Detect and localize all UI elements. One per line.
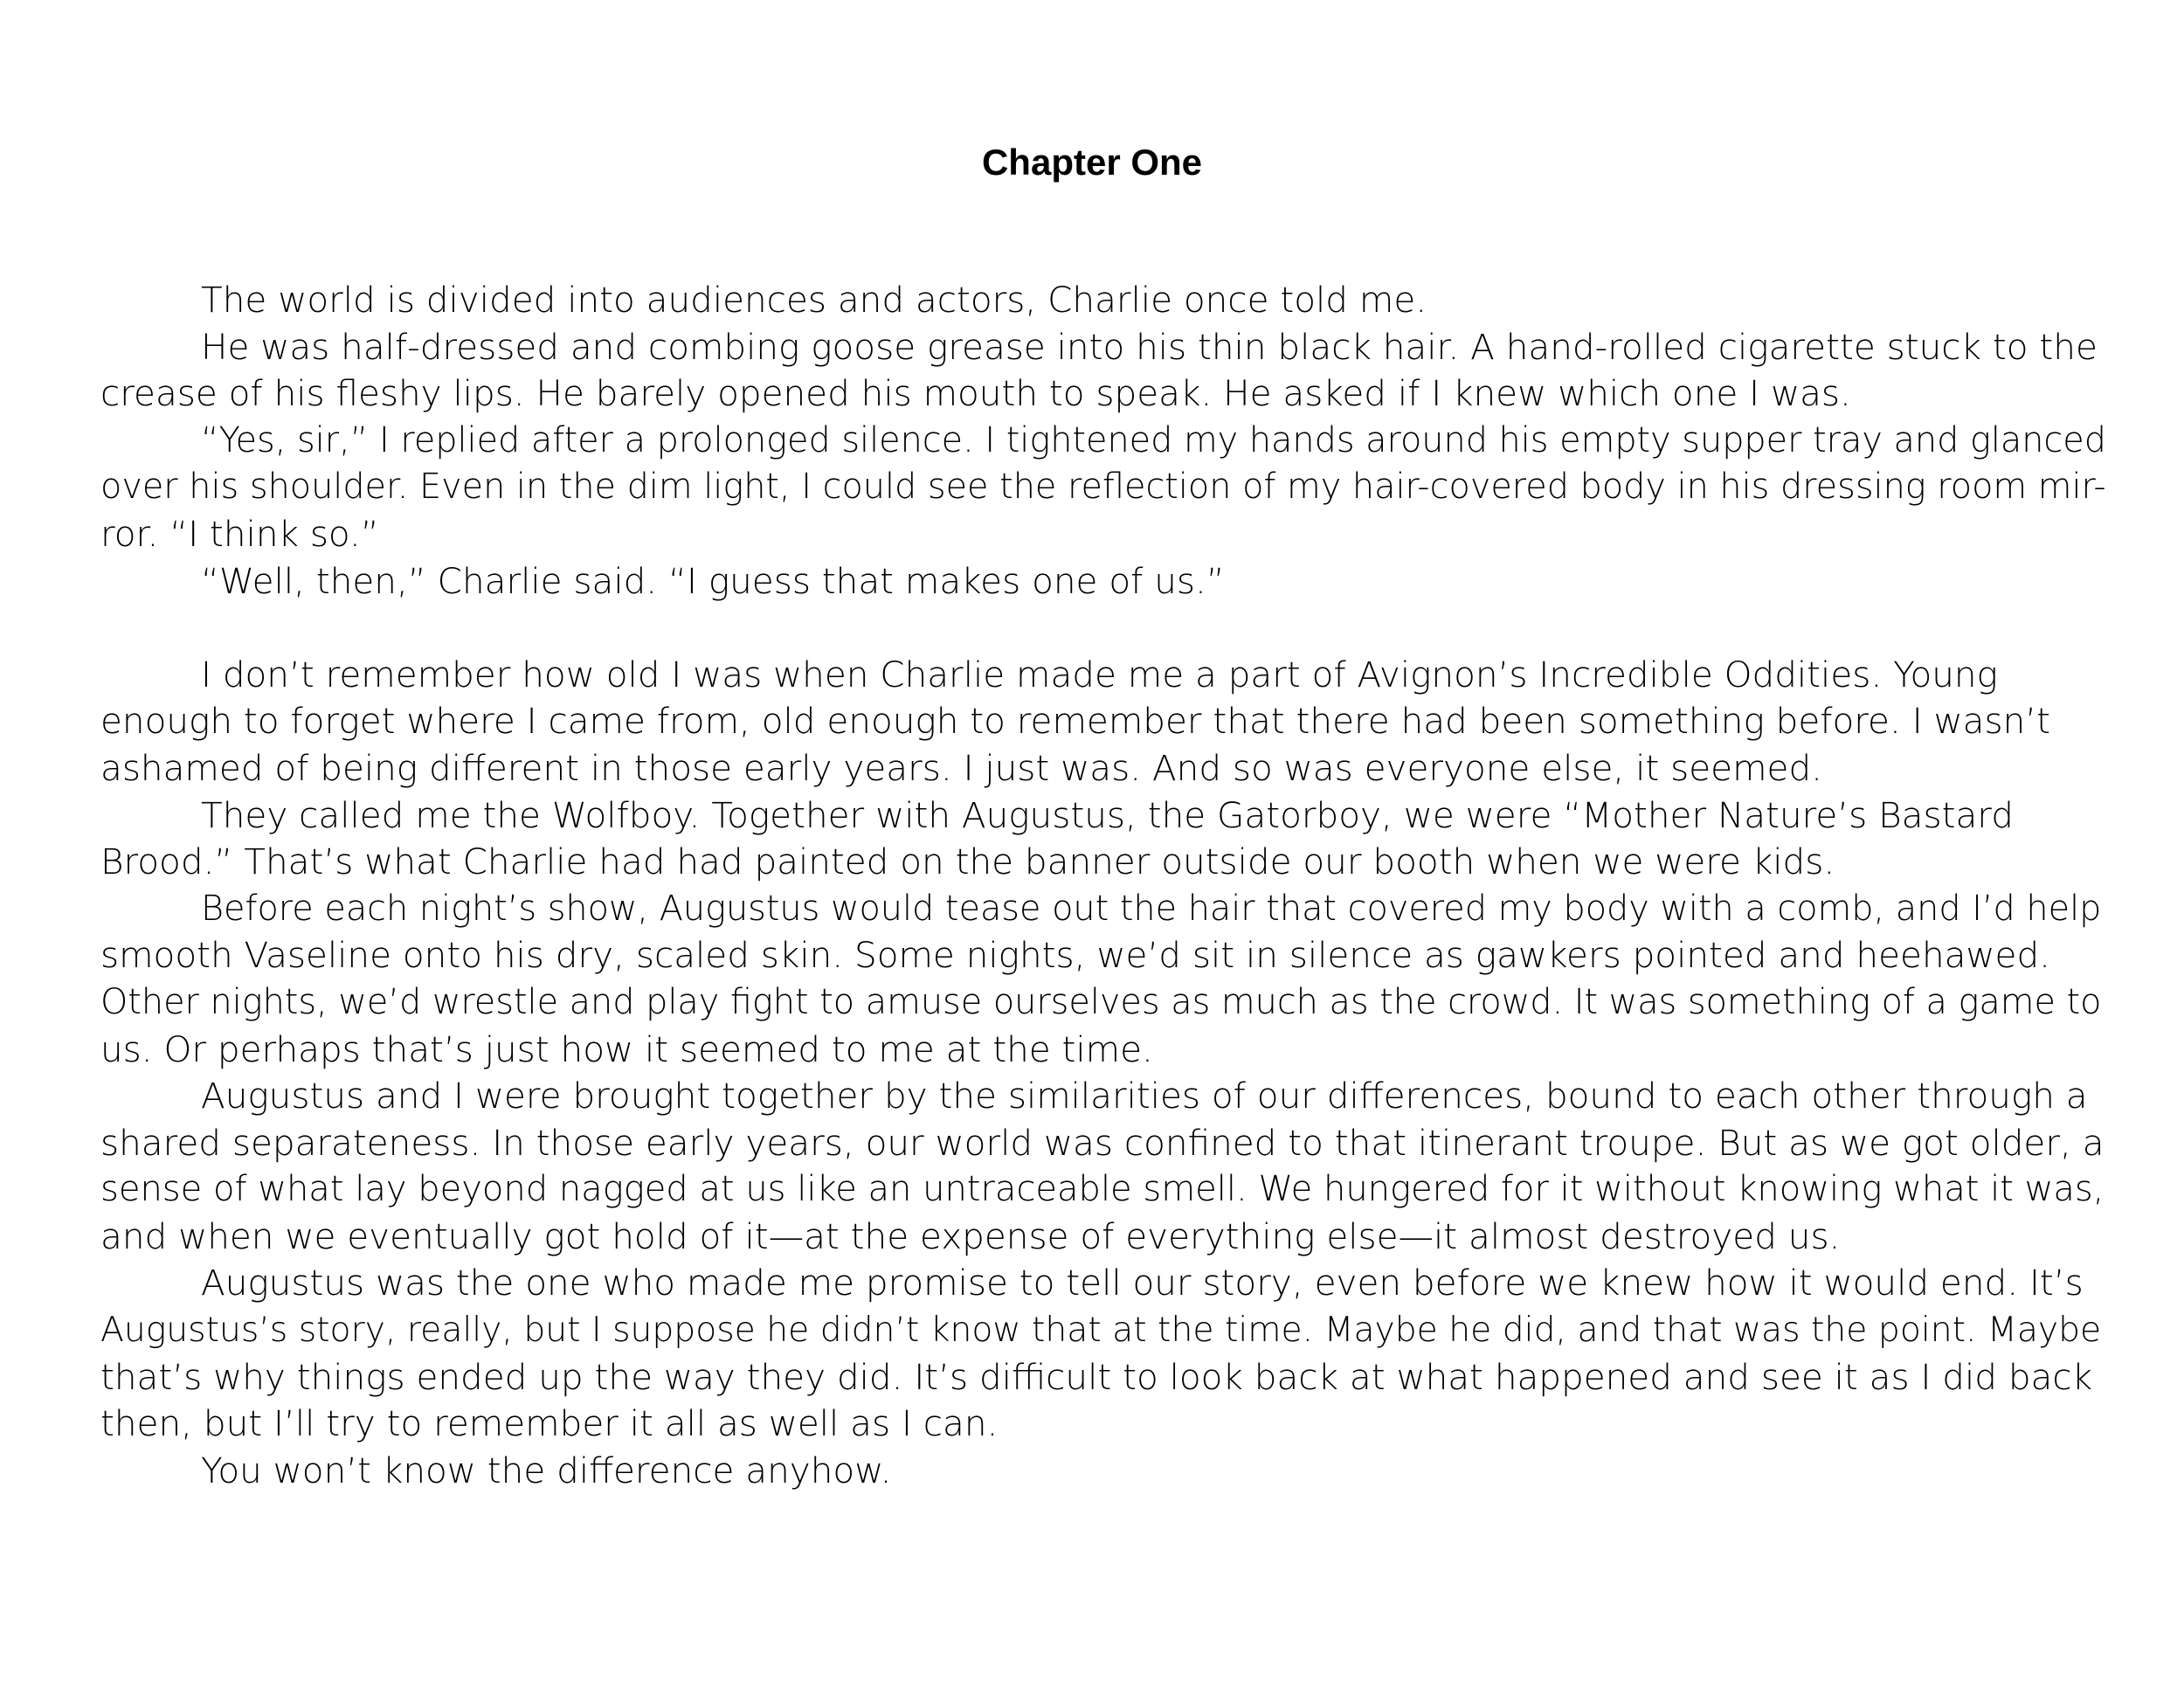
text-line: ror. “I think so.” — [100, 512, 379, 555]
text-line: “Well, then,” Charlie said. “I guess that makes one of us.” — [201, 559, 1225, 602]
text-line: You won’t know the difference anyhow. — [201, 1449, 892, 1491]
text-line: Augustus’s story, really, but I suppose he didn’t know that at the time. Maybe he did, and that was the point. Maybe — [100, 1311, 2102, 1351]
text-line: They called me the Wolfboy. Together with Augustus, the Gatorboy, we were “Mother Nature’s Bastard — [201, 793, 2014, 836]
text-line: Before each night’s show, Augustus would tease out the hair that covered my body with a comb, and I’d help — [201, 888, 2102, 929]
text-line: Brood.” That’s what Charlie had had painted on the banner outside our booth when we were kids. — [100, 841, 1835, 883]
chapter-title: Chapter One — [981, 142, 1203, 183]
text-line: smooth Vaseline onto his dry, scaled skin. Some nights, we’d sit in silence as gawkers pointed and heehawed. — [100, 934, 2051, 977]
text-line: that’s why things ended up the way they did. It’s difficult to look back at what happened and see it as I did back — [100, 1355, 2093, 1398]
section-break — [100, 605, 2110, 652]
text-line: shared separateness. In those early years, our world was confined to that itinerant troupe. But as we got older, a — [100, 1121, 2105, 1164]
text-line: I don’t remember how old I was when Charlie made me a part of Avignon’s Incredible Oddities. Young — [201, 653, 1998, 695]
text-line: “Yes, sir,” I replied after a prolonged silence. I tightened my hands around his empty supper tray and glanced — [201, 419, 2106, 460]
text-line: Other nights, we’d wrestle and play fight to amuse ourselves as much as the crowd. It was something of a game to — [100, 981, 2102, 1022]
text-line: The world is divided into audiences and actors, Charlie once told me. — [201, 279, 1427, 321]
text-line: sense of what lay beyond nagged at us like an untraceable smell. We hungered for it without knowing what it was, — [100, 1169, 2105, 1210]
text-line: He was half-dressed and combing goose grease into his thin black hair. A hand-rolled cigarette stuck to the — [201, 325, 2098, 368]
text-line: Augustus and I were brought together by the similarities of our differences, bound to each other through a — [201, 1075, 2088, 1117]
text-line: and when we eventually got hold of it—at the expense of everything else—it almost destroyed us. — [100, 1214, 1841, 1257]
text-line: then, but I’ll try to remember it all as well as I can. — [100, 1402, 999, 1445]
text-line: over his shoulder. Even in the dim light, I could see the reflection of my hair-covered body in his dressing room mir- — [100, 467, 2106, 508]
text-line: enough to forget where I came from, old enough to remember that there had been something before. I wasn’t — [100, 700, 2050, 743]
text-line: crease of his fleshy lips. He barely opened his mouth to speak. He asked if I knew which one I was. — [100, 372, 1851, 415]
text-line: Augustus was the one who made me promise to tell our story, even before we knew how it would end. It’s — [201, 1262, 2084, 1304]
text-line: ashamed of being different in those early years. I just was. And so was everyone else, it seemed. — [100, 746, 1823, 789]
text-line: us. Or perhaps that’s just how it seemed to me at the time. — [100, 1027, 1153, 1070]
chapter-body — [100, 277, 2110, 1494]
